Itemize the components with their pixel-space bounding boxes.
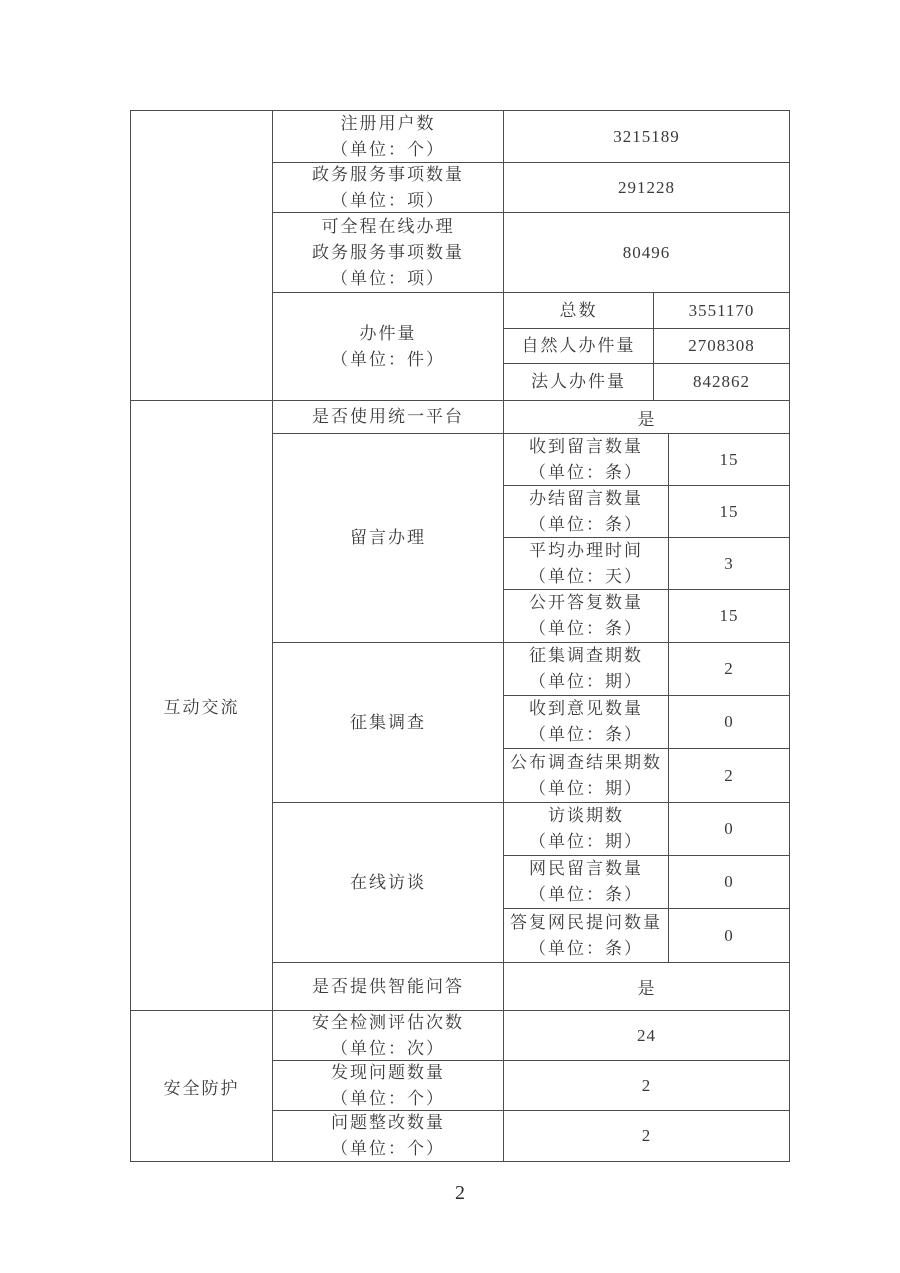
row-value: 24: [637, 1025, 656, 1045]
table-subrow: [504, 643, 789, 696]
row-label: 政务服务事项数量: [312, 164, 464, 184]
table-row: [273, 401, 789, 434]
table-group-row: [273, 803, 789, 963]
sub-row-value: 15: [719, 606, 739, 625]
row-value: 是: [637, 409, 656, 429]
sub-row-label-cell: [504, 856, 669, 908]
table-subrow: [504, 329, 789, 364]
group-label: 留言办理: [350, 528, 426, 547]
sub-row-label-cell: [504, 590, 669, 642]
row-unit-label: （单位：个）: [331, 139, 445, 159]
row-unit-label: （单位：项）: [331, 268, 445, 288]
table-row: [273, 1111, 789, 1161]
table-row: [273, 963, 789, 1010]
sub-row-label-cell: [504, 643, 669, 695]
sub-row-label-cell: [504, 696, 669, 748]
sub-row-unit-label: （单位：期）: [529, 832, 643, 851]
table-section-services: [131, 111, 789, 401]
sub-row-value: 0: [724, 872, 734, 891]
sub-row-unit-label: （单位：条）: [529, 462, 643, 482]
group-label-cell: [273, 803, 504, 962]
sub-row-label: 收到留言数量: [529, 436, 643, 456]
row-value: 2: [641, 1126, 652, 1145]
sub-row-value: 842862: [693, 372, 750, 391]
group-label: 办件量: [359, 323, 417, 343]
sub-row-label: 征集调查期数: [529, 646, 643, 665]
sub-row-unit-label: （单位：天）: [529, 566, 643, 586]
table-row: [273, 213, 789, 293]
row-label-cell: [273, 1011, 504, 1060]
sub-row-value: 15: [719, 501, 739, 521]
row-label-cell: [273, 1061, 504, 1110]
table-row: [273, 163, 789, 213]
sub-row-label: 收到意见数量: [529, 699, 643, 718]
row-unit-label: （单位：项）: [331, 190, 445, 210]
sub-row-label: 公布调查结果期数: [510, 752, 662, 772]
category-cell: 安全防护: [131, 1011, 273, 1161]
sub-row-value: 2708308: [688, 336, 755, 355]
table-subrow: [504, 293, 789, 329]
group-label-cell: [273, 643, 504, 802]
group-label-cell: [273, 293, 504, 400]
sub-row-unit-label: （单位：条）: [529, 725, 643, 744]
table-subrow: [504, 364, 789, 400]
sub-row-label: 平均办理时间: [529, 540, 643, 560]
row-value: 3215189: [613, 126, 680, 146]
table-row: [273, 111, 789, 163]
sub-row-unit-label: （单位：期）: [529, 778, 643, 798]
row-value: 是: [637, 979, 656, 998]
table-group-row: [273, 434, 789, 643]
row-unit-label: （单位：次）: [331, 1038, 445, 1058]
table-subrow: [504, 590, 789, 642]
row-label-cell: [273, 1111, 504, 1161]
row-label: 注册用户数: [340, 113, 436, 133]
sub-row-unit-label: （单位：条）: [529, 885, 643, 904]
group-label: 在线访谈: [350, 872, 426, 892]
row-value: 80496: [622, 242, 671, 262]
table-section-interaction: [131, 401, 789, 1011]
sub-row-label-cell: [504, 538, 669, 589]
row-label-cell: [273, 963, 504, 1010]
table-subrow: [504, 909, 789, 962]
table-section-security: [131, 1011, 789, 1161]
sub-row-value: 0: [724, 712, 734, 731]
sub-row-unit-label: （单位：期）: [529, 672, 643, 691]
sub-row-value: 3: [724, 553, 734, 573]
table-subrow: [504, 696, 789, 749]
row-value: 291228: [618, 177, 675, 197]
row-label-cell: [273, 401, 504, 433]
row-label: 是否提供智能问答: [312, 976, 464, 996]
sub-row-value: 0: [724, 925, 734, 945]
sub-row-value: 0: [724, 819, 734, 838]
row-label-cell: [273, 213, 504, 292]
row-label: 政务服务事项数量: [312, 242, 464, 262]
sub-row-label: 自然人办件量: [504, 329, 654, 363]
table-subrow: [504, 803, 789, 856]
table-subrow: [504, 749, 789, 802]
table-subrow: [504, 538, 789, 590]
report-table: [130, 110, 790, 1162]
sub-row-label-cell: [504, 434, 669, 485]
sub-row-label-cell: [504, 749, 669, 802]
table-group-row: [273, 293, 789, 400]
sub-row-unit-label: （单位：条）: [529, 619, 643, 638]
group-label-cell: [273, 434, 504, 642]
row-unit-label: （单位：个）: [331, 1139, 445, 1158]
group-unit-label: （单位：件）: [331, 349, 445, 369]
sub-row-label: 答复网民提问数量: [510, 912, 662, 932]
row-label: 是否使用统一平台: [312, 407, 464, 426]
table-row: [273, 1061, 789, 1111]
sub-row-value: 15: [719, 449, 739, 469]
sub-row-value: 2: [724, 765, 734, 785]
row-label: 发现问题数量: [331, 1062, 445, 1082]
row-label: 问题整改数量: [331, 1113, 445, 1132]
page-number: 2: [455, 1182, 465, 1204]
row-label-cell: [273, 111, 504, 162]
sub-row-label: 网民留言数量: [529, 859, 643, 878]
table-group-row: [273, 643, 789, 803]
row-unit-label: （单位：个）: [331, 1088, 445, 1108]
table-row: [273, 1011, 789, 1061]
sub-row-label: 总数: [504, 293, 654, 328]
sub-row-unit-label: （单位：条）: [529, 514, 643, 534]
group-label: 征集调查: [350, 712, 426, 732]
row-label-cell: [273, 163, 504, 212]
row-label: 可全程在线办理: [321, 216, 455, 236]
row-value: 2: [641, 1075, 652, 1095]
sub-row-label: 公开答复数量: [529, 593, 643, 612]
sub-row-label: 访谈期数: [548, 806, 624, 825]
sub-row-unit-label: （单位：条）: [529, 938, 643, 958]
sub-row-value: 2: [724, 659, 734, 678]
category-cell: 互动交流: [131, 401, 273, 1010]
table-subrow: [504, 434, 789, 486]
sub-row-label: 法人办件量: [504, 364, 654, 400]
row-label: 安全检测评估次数: [312, 1012, 464, 1032]
sub-row-label-cell: [504, 486, 669, 537]
table-subrow: [504, 856, 789, 909]
sub-row-label-cell: [504, 909, 669, 962]
category-cell: [131, 111, 273, 400]
sub-row-value: 3551170: [688, 300, 755, 320]
sub-row-label-cell: [504, 803, 669, 855]
sub-row-label: 办结留言数量: [529, 488, 643, 508]
table-subrow: [504, 486, 789, 538]
